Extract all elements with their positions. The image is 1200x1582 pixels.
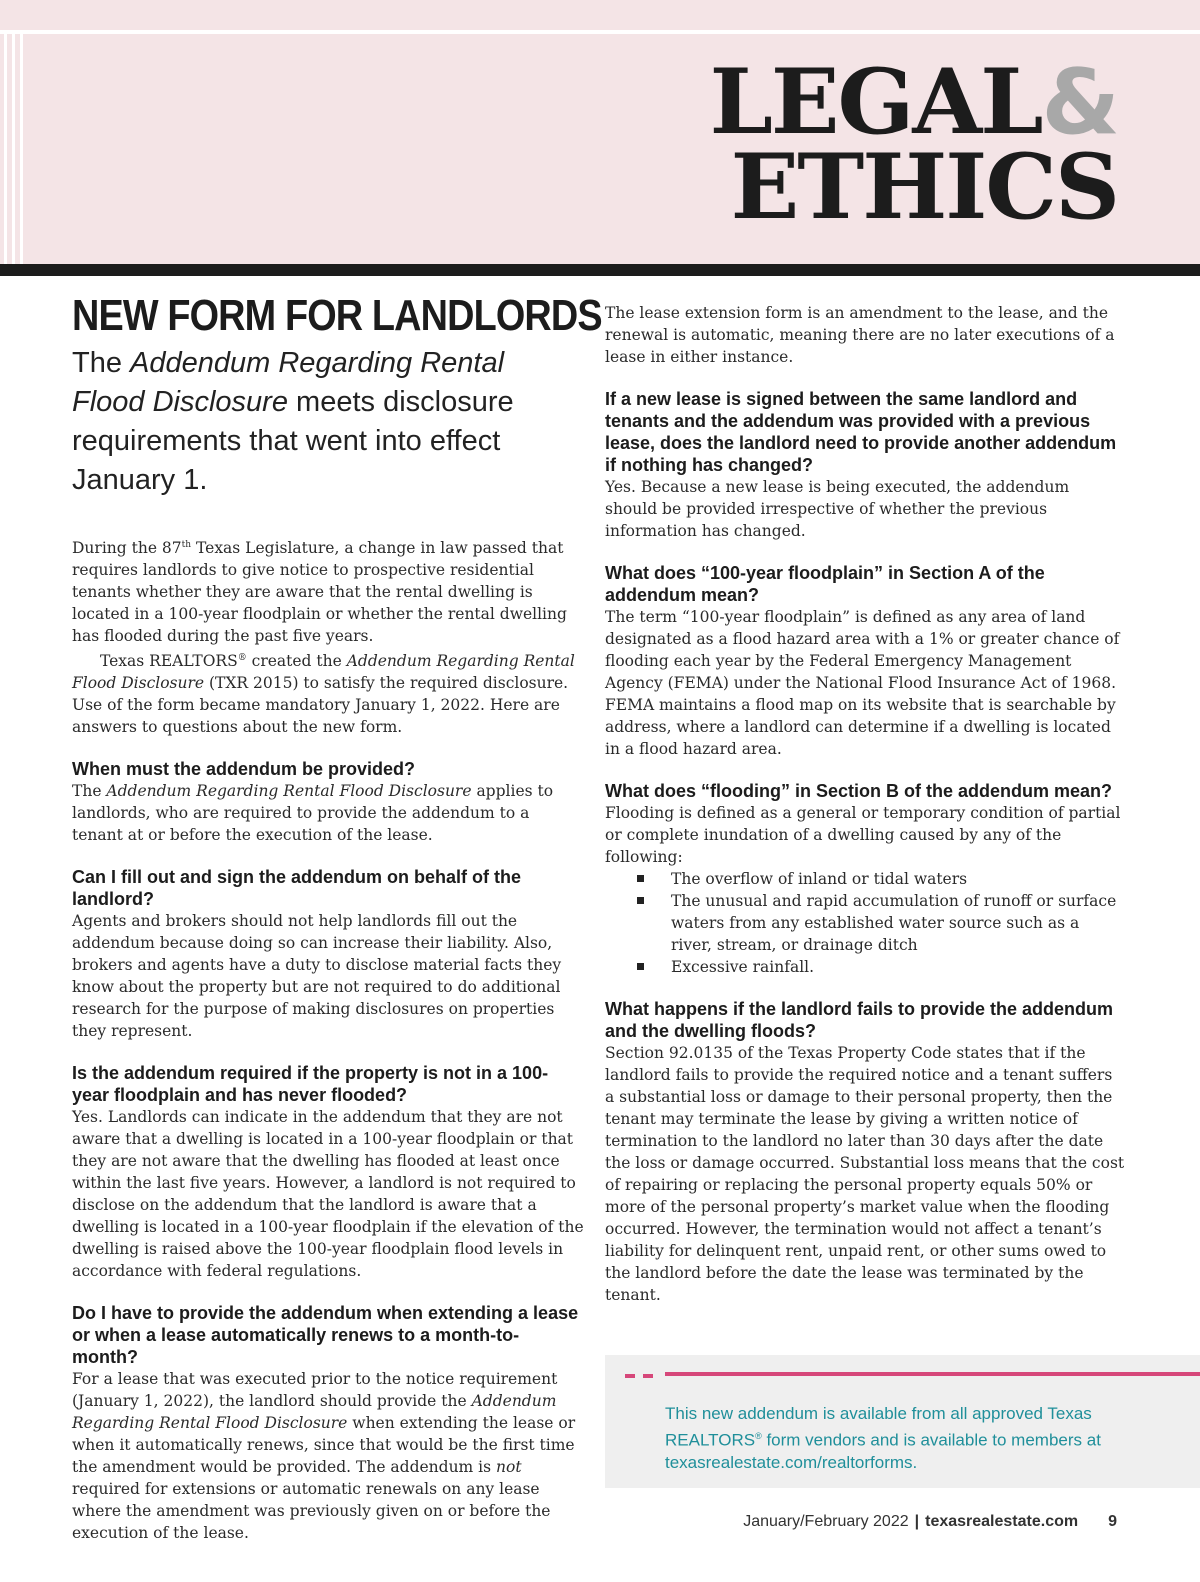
footer-issue: January/February 2022 (743, 1513, 909, 1530)
question-heading: Is the addendum required if the property is not in a 100-year floodplain and has never flooded? (72, 1063, 549, 1106)
callout-dash (625, 1374, 635, 1378)
answer-paragraph: The term “100-year floodplain” is defined as any area of land designated as a flood hazard area with a 1% or greater chance of flooding each year by the Federal Emergency Management Agency (FEMA) under the National Flood Insurance Act of 1968. FEMA maintains a flood map on its website that is searchable by address, where a landlord can determine if a dwelling is located in a flood hazard area. (605, 608, 1120, 758)
page-footer (743, 1513, 1117, 1531)
right-column (605, 302, 1125, 1306)
callout-text: This new addendum is available from all approved Texas REALTORS® form vendors and is available to members at texasrealestate.com/realtorforms. (665, 1404, 1101, 1472)
question-heading: Can I fill out and sign the addendum on behalf of the landlord? (72, 867, 521, 910)
list-item: The unusual and rapid accumulation of runoff or surface waters from any established water source such as a river, stream, or drainage ditch (605, 890, 1125, 956)
masthead-line1: LEGAL (709, 49, 1042, 155)
section-masthead (709, 49, 1118, 240)
footer-separator: | (914, 1513, 920, 1530)
callout-box (605, 1355, 1200, 1488)
square-bullet-icon (637, 875, 644, 882)
list-item: The overflow of inland or tidal waters (605, 868, 1125, 890)
intro-paragraph: Texas REALTORS® created the Addendum Regarding Rental Flood Disclosure (TXR 2015) to satisfy the required disclosure. Use of the form became mandatory January 1, 2022. Here are answers to questions about the new form. (72, 652, 575, 737)
footer-site: texasrealestate.com (925, 1513, 1079, 1530)
intro-paragraph: During the 87th Texas Legislature, a change in law passed that requires landlords to give notice to prospective residential tenants whether they are aware that the rental dwelling is located in a 100-year floodplain or whether the rental dwelling has flooded during the past five years. (72, 539, 567, 646)
masthead-banner (0, 0, 1200, 266)
left-column (72, 290, 602, 1544)
banner-vertical-rule (20, 34, 23, 266)
answer-paragraph: Section 92.0135 of the Texas Property Code states that if the landlord fails to provide the required notice and a tenant suffers a substantial loss or damage to their personal property, then the tenant may terminate the lease by giving a written notice of termination to the landlord no later than 30 days after the date the loss or damage occurred. Substantial loss means that the cost of repairing or replacing the personal property equals 50% or more of the personal property’s market value when the flooding occurred. However, the termination would not affect a tenant’s liability for delinquent rent, unpaid rent, or other sums owed to the landlord before the date the lease was terminated by the tenant. (605, 1044, 1125, 1304)
banner-top-rule (0, 30, 1200, 34)
callout-rule (665, 1372, 1200, 1376)
question-heading: If a new lease is signed between the same landlord and tenants and the addendum was provided with a previous lease, does the landlord need to provide another addendum if nothing has changed? (605, 389, 1117, 475)
square-bullet-icon (637, 963, 644, 970)
list-item: Excessive rainfall. (605, 956, 1125, 978)
question-heading: What does “100-year floodplain” in Section A of the addendum mean? (605, 563, 1045, 605)
question-heading: Do I have to provide the addendum when extending a lease or when a lease automatically renews to a month-to-month? (72, 1303, 579, 1368)
answer-paragraph: Yes. Landlords can indicate in the addendum that they are not aware that a dwelling is located in a 100-year floodplain or that they are not aware that the dwelling has flooded at least once within the last five years. However, a landlord is not required to disclose on the addendum that the landlord is aware that a dwelling is located in a 100-year floodplain if the elevation of the dwelling is raised above the 100-year floodplain flood levels in accordance with federal regulations. (72, 1108, 584, 1281)
callout-dash (643, 1374, 653, 1378)
article-subtitle: The Addendum Regarding Rental Flood Disclosure meets disclosure requirements that went into effect January 1. (72, 347, 514, 496)
answer-paragraph: The lease extension form is an amendment to the lease, and the renewal is automatic, meaning there are no later executions of a lease in either instance. (605, 304, 1115, 366)
flooding-list (605, 868, 1125, 978)
page-number: 9 (1108, 1513, 1117, 1530)
masthead-ampersand: & (1041, 50, 1118, 155)
banner-bottom-bar (0, 264, 1200, 276)
answer-paragraph: Agents and brokers should not help landlords fill out the addendum because doing so can increase their liability. Also, brokers and agents have a duty to disclose material facts they know about the property but are not required to do additional research for the purpose of making disclosures on properties they represent. (72, 912, 562, 1041)
question-heading: What happens if the landlord fails to provide the addendum and the dwelling floods? (605, 999, 1114, 1041)
answer-paragraph: For a lease that was executed prior to the notice requirement (January 1, 2022), the landlord should provide the Addendum Regarding Rental Flood Disclosure when extending the lease or when it automatically renews, since that would be the first time the amendment would be provided. The addendum is not required for extensions or automatic renewals on any lease where the amendment was previously given on or before the execution of the lease. (72, 1370, 576, 1543)
answer-paragraph: Yes. Because a new lease is being executed, the addendum should be provided irrespective of whether the previous information has changed. (605, 478, 1070, 540)
banner-vertical-rule (12, 34, 15, 266)
question-heading: What does “flooding” in Section B of the addendum mean? (605, 781, 1112, 801)
question-heading: When must the addendum be provided? (72, 759, 416, 780)
answer-paragraph: The Addendum Regarding Rental Flood Disclosure applies to landlords, who are required to provide the addendum to a tenant at or before the execution of the lease. (72, 782, 554, 845)
article-title: NEW FORM FOR LANDLORDS (72, 291, 602, 340)
banner-vertical-rule (4, 34, 7, 266)
answer-paragraph: Flooding is defined as a general or temporary condition of partial or complete inundation of a dwelling caused by any of the following: (605, 804, 1121, 866)
square-bullet-icon (637, 897, 644, 904)
masthead-line2: ETHICS (730, 134, 1118, 240)
